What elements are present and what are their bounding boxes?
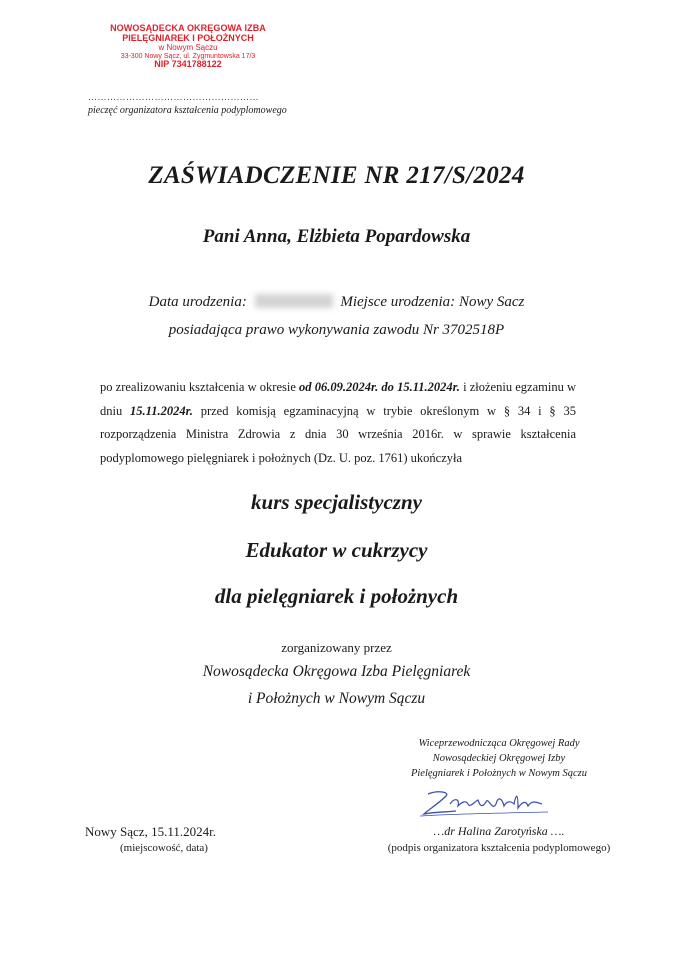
birth-place-label: Miejsce urodzenia: bbox=[340, 294, 456, 310]
organizer-name-line-1: Nowosądecka Okręgowa Izba Pielęgniarek bbox=[202, 663, 471, 680]
signatory-name: …dr Halina Zarotyńska …. bbox=[433, 824, 565, 838]
body-part-3: przed komisją egzaminacyjną w trybie określonym w § 34 i § 35 rozporządzenia Ministra Zdrowia z dnia 30 września 2016r. w sprawie kształcenia podyplomowego pielęgniarek i położnych (Dz. U. poz. 1761) ukończyła bbox=[100, 403, 576, 465]
signatory-role-line-1: Wiceprzewodnicząca Okręgowej Rady bbox=[418, 738, 580, 749]
course-type: kurs specjalistyczny bbox=[251, 490, 422, 514]
redacted-birth-date bbox=[255, 294, 333, 308]
certificate-body bbox=[100, 376, 576, 470]
certificate-title: ZAŚWIADCZENIE NR 217/S/2024 bbox=[148, 162, 525, 189]
stamp-line-1: NOWOSĄDECKA OKRĘGOWA IZBA bbox=[110, 23, 266, 33]
signatory-role-line-2: Nowosądeckiej Okręgowej Izby bbox=[432, 753, 566, 764]
birth-date-label: Data urodzenia: bbox=[148, 294, 247, 310]
stamp-caption: pieczęć organizatora kształcenia podyplomowego bbox=[88, 105, 287, 116]
body-part-1: po zrealizowaniu kształcenia w okresie bbox=[100, 380, 300, 394]
organizer-stamp bbox=[88, 24, 288, 70]
stamp-dotted-line: ……………………………………………… bbox=[88, 92, 259, 102]
signatory-role-line-3: Pielęgniarek i Położnych w Nowym Sączu bbox=[410, 768, 588, 779]
issue-place-date: Nowy Sącz, 15.11.2024r. bbox=[85, 824, 216, 839]
signatory-caption: (podpis organizatora kształcenia podyplomowego) bbox=[387, 842, 611, 854]
stamp-line-2: PIELĘGNIAREK I POŁOŻNYCH bbox=[122, 32, 254, 43]
exam-date: 15.11.2024r. bbox=[130, 403, 193, 418]
stamp-nip: NIP 7341788122 bbox=[154, 59, 222, 70]
organizer-name-line-2: i Położnych w Nowym Sączu bbox=[247, 690, 426, 707]
recipient-name: Pani Anna, Elżbieta Popardowska bbox=[202, 226, 471, 247]
birth-details bbox=[0, 294, 673, 311]
course-period: od 06.09.2024r. do 15.11.2024r. bbox=[299, 380, 460, 394]
stamp-line-4: 33-300 Nowy Sącz, ul. Zygmuntowska 17/3 bbox=[120, 52, 256, 60]
stamp-line-3: w Nowym Sączu bbox=[158, 42, 218, 52]
organized-by-label: zorganizowany przez bbox=[281, 640, 392, 655]
course-audience: dla pielęgniarek i położnych bbox=[214, 584, 459, 608]
handwritten-signature bbox=[398, 782, 558, 822]
license-number: posiadająca prawo wykonywania zawodu Nr 3702518P bbox=[168, 322, 505, 338]
body-part-2: i złożeniu egzaminu w dniu bbox=[100, 380, 576, 418]
issue-place-date-caption: (miejscowość, data) bbox=[120, 842, 208, 854]
birth-place: Nowy Sacz bbox=[458, 294, 525, 310]
course-name: Edukator w cukrzycy bbox=[245, 538, 428, 562]
